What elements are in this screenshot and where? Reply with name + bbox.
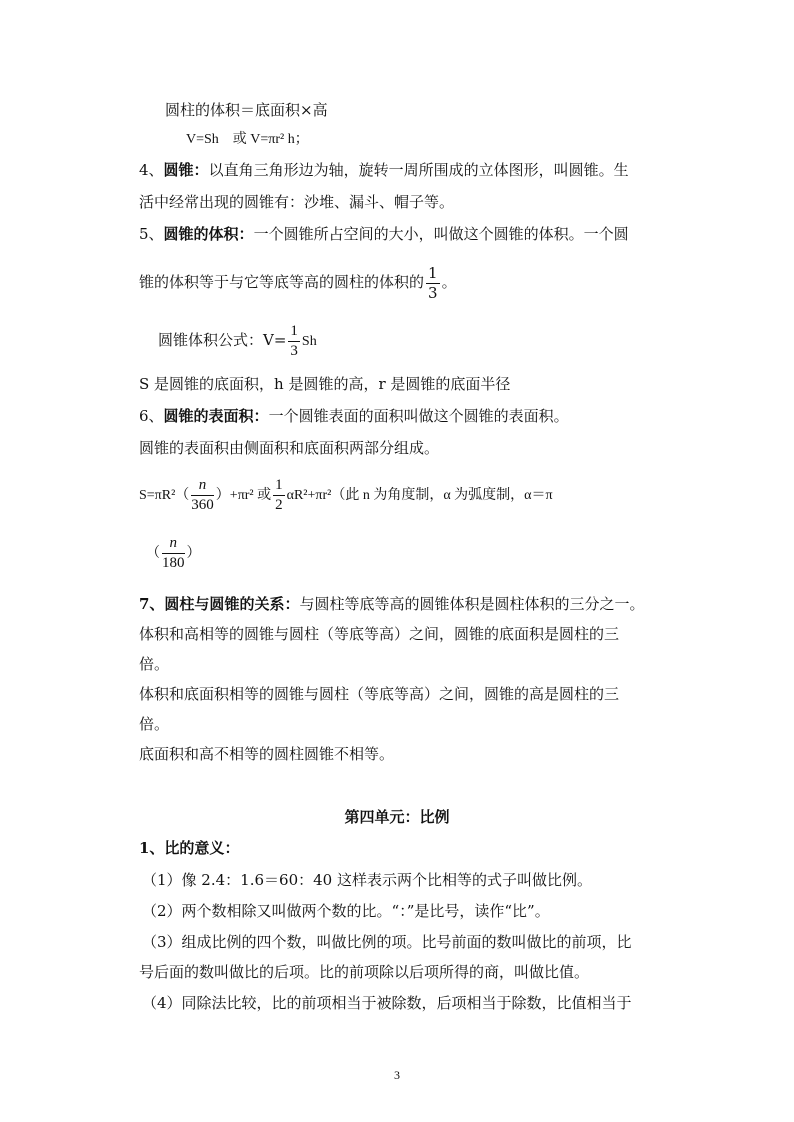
- line-ratio-4: （4）同除法比较，比的前项相当于被除数，后项相当于除数，比值相当于: [142, 994, 632, 1012]
- line-ratio-meaning: 1、比的意义：: [139, 839, 240, 857]
- term-relation: 7、圆柱与圆锥的关系：: [139, 595, 300, 613]
- line-cone-surface: [139, 406, 569, 426]
- line-relation-1b: 倍。: [139, 655, 170, 673]
- line-cylinder-volume: 圆柱的体积＝底面积×高: [165, 101, 328, 119]
- line-cone-volume-formula: [158, 320, 317, 362]
- fraction-n-over-180: $\frac{n}{180}$: [162, 535, 185, 572]
- formula-suffix: Sh: [301, 334, 317, 349]
- term-cone-surface: 圆锥的表面积：: [163, 407, 269, 425]
- formula-part-c: αR²+πr²（此 n 为角度制，α 为弧度制，α＝π: [286, 488, 553, 503]
- line-alpha-formula: [146, 532, 201, 576]
- item-number: 6、: [139, 407, 164, 425]
- line-cone-def: [139, 160, 629, 180]
- ratio-end: 。: [441, 273, 457, 291]
- page-number: 3: [394, 1068, 400, 1082]
- fraction-one-third: $\frac{1}{3}$: [290, 322, 298, 359]
- line-variables: S 是圆锥的底面积，h 是圆锥的高，r 是圆锥的底面半径: [139, 375, 511, 393]
- fraction-one-half: $\frac{1}{2}$: [275, 477, 283, 514]
- line-cylinder-formula: V=Sh 或 V=πr² h；: [186, 132, 309, 147]
- item-number: 5、: [139, 225, 164, 243]
- line-relation-1: 体积和高相等的圆锥与圆柱（等底等高）之间，圆锥的底面积是圆柱的三: [139, 625, 620, 643]
- relation-text: 与圆柱等底等高的圆锥体积是圆柱体积的三分之一。: [299, 595, 645, 613]
- line-relation: [139, 594, 644, 614]
- line-ratio-2: （2）两个数相除又叫做两个数的比。“：”是比号，读作“比”。: [142, 902, 550, 920]
- fraction-one-third: $\frac{1}{3}$: [428, 263, 438, 302]
- line-surface-formula: [139, 474, 553, 518]
- item-number: 4、: [139, 161, 164, 179]
- formula-part-a: S=πR²（: [139, 488, 190, 503]
- fraction-n-over-360: $\frac{n}{360}$: [191, 477, 214, 514]
- ratio-text: 锥的体积等于与它等底等高的圆柱的体积的: [139, 273, 425, 291]
- term-cone: 圆锥：: [163, 161, 209, 179]
- cone-surface-text: 一个圆锥表面的面积叫做这个圆锥的表面积。: [268, 407, 569, 425]
- line-cone-examples: 活中经常出现的圆锥有：沙堆、漏斗、帽子等。: [139, 193, 455, 211]
- line-ratio-3: （3）组成比例的四个数，叫做比例的项。比号前面的数叫做比的前项，比: [142, 933, 632, 951]
- line-ratio-1: （1）像 2.4：1.6＝60：40 这样表示两个比相等的式子叫做比例。: [142, 871, 592, 889]
- paren-close: ）: [186, 546, 201, 561]
- cone-def-text: 以直角三角形边为轴，旋转一周所围成的立体图形，叫圆锥。生: [208, 161, 629, 179]
- line-relation-3: 底面积和高不相等的圆柱圆锥不相等。: [139, 745, 395, 763]
- cone-volume-text: 一个圆锥所占空间的大小，叫做这个圆锥的体积。一个圆: [253, 225, 629, 243]
- line-surface-parts: 圆锥的表面积由侧面积和底面积两部分组成。: [139, 439, 440, 457]
- formula-part-b: ）+πr² 或: [215, 488, 272, 503]
- paren-open: （: [146, 546, 160, 561]
- formula-prefix: 圆锥体积公式：V=: [158, 331, 287, 349]
- line-cone-volume-ratio: [139, 262, 457, 302]
- line-relation-2: 体积和底面积相等的圆锥与圆柱（等底等高）之间，圆锥的高是圆柱的三: [139, 685, 620, 703]
- line-relation-2b: 倍。: [139, 715, 170, 733]
- line-ratio-3b: 号后面的数叫做比的后项。比的前项除以后项所得的商，叫做比值。: [139, 963, 590, 981]
- term-cone-volume: 圆锥的体积：: [163, 225, 254, 243]
- line-cone-volume: [139, 224, 629, 244]
- section-heading: 第四单元：比例: [344, 808, 450, 826]
